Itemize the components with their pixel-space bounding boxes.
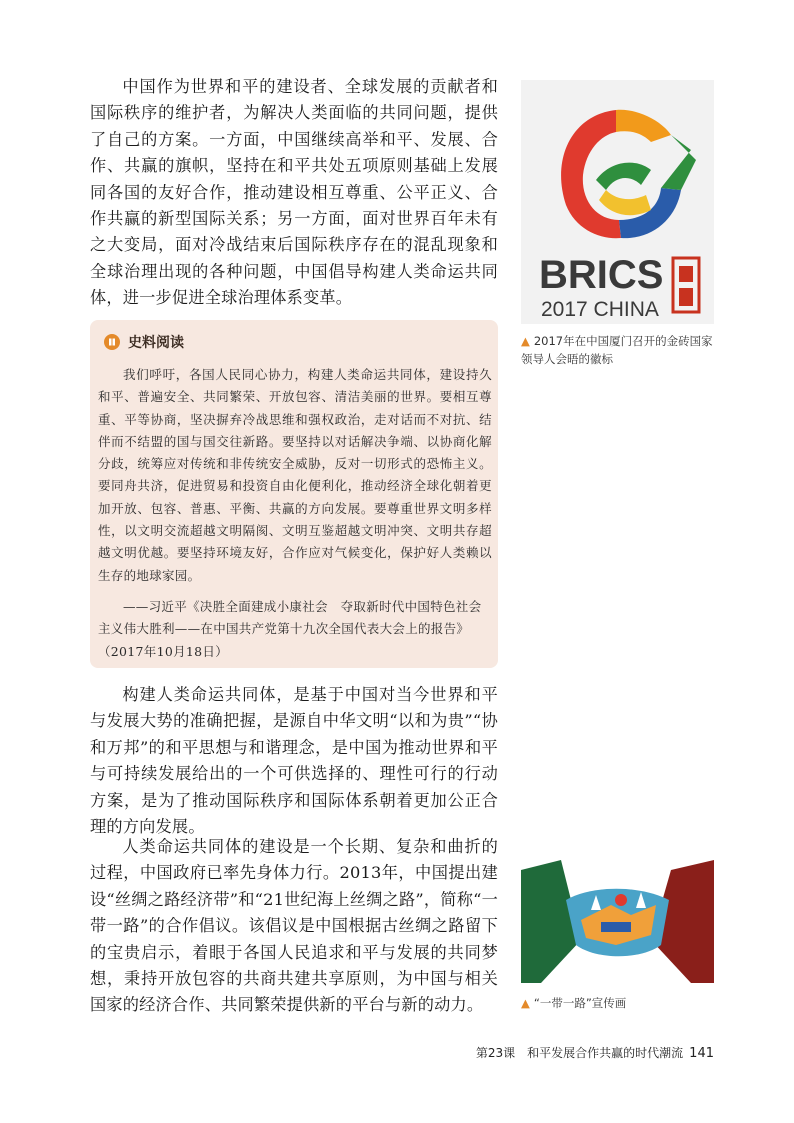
- logo-year-text: 2017 CHINA: [541, 298, 659, 321]
- reading-quote: 我们呼吁，各国人民同心协力，构建人类命运共同体，建设持久和平、普遍安全、共同繁荣、开放包容、清洁美丽的世界。要相互尊重、平等协商，坚决摒弃冷战思维和强权政治，走对话而不对抗、结伴而不结盟的国与国交往新路。要坚持以对话解决争端、以协商化解分歧，统筹应对传统和非传统安全威胁，反对一切形式的恐怖主义。要同舟共济，促进贸易和投资自由化便利化，推动经济全球化朝着更加开放、包容、普惠、平衡、共赢的方向发展。要尊重世界文明多样性，以文明交流超越文明隔阂、文明互鉴超越文明冲突、文明共存超越文明优越。要坚持环境友好，合作应对气候变化，保护好人类赖以生存的地球家园。: [98, 367, 492, 583]
- figure-2-caption-text: “一带一路”宣传画: [533, 996, 627, 1010]
- brics-logo-graphic: [521, 80, 714, 324]
- body-paragraph-1: 中国作为世界和平的建设者、全球发展的贡献者和国际秩序的维护者，为解决人类面临的共同问题，提供了自己的方案。一方面，中国继续高举和平、发展、合作、共赢的旗帜，坚持在和平共处五项原则基础上发展同各国的友好合作，推动建设相互尊重、公平正义、合作共赢的新型国际关系；另一方面，面对世界百年未有之大变局，面对冷战结束后国际秩序存在的混乱现象和全球治理出现的各种问题，中国倡导构建人类命运共同体，进一步促进全球治理体系变革。: [90, 77, 498, 308]
- belt-and-road-poster-image: [521, 860, 714, 983]
- reading-heading: [104, 332, 184, 352]
- triangle-marker-icon: ▲: [521, 996, 530, 1010]
- lesson-title: 第23课 和平发展合作共赢的时代潮流: [475, 1046, 684, 1060]
- figure-1-caption-text: 2017年在中国厦门召开的金砖国家领导人会晤的徽标: [521, 334, 713, 366]
- handshake-poster-graphic: [521, 860, 714, 983]
- brics-logo-image: [521, 80, 714, 324]
- logo-brics-text: BRICS: [539, 253, 664, 297]
- body-paragraph-2: 构建人类命运共同体，是基于中国对当今世界和平与发展大势的准确把握，是源自中华文明“以和为贵”“协和万邦”的和平思想与和谐理念，是中国为推动世界和平与可持续发展给出的一个可供选择的、理性可行的行动方案，是为了推动国际秩序和国际体系朝着更加公正合理的方向发展。: [90, 685, 498, 837]
- body-paragraph-3: 人类命运共同体的建设是一个长期、复杂和曲折的过程，中国政府已率先身体力行。2013年，中国提出建设“丝绸之路经济带”和“21世纪海上丝绸之路”，简称“一带一路”的合作倡议。该倡议是中国根据古丝绸之路留下的宝贵启示，着眼于各国人民追求和平与发展的共同梦想，秉持开放包容的共商共建共享原则，为中国与相关国家的经济合作、共同繁荣提供新的平台与新的动力。: [90, 837, 498, 1015]
- figure-2-caption: [521, 994, 715, 1012]
- reading-source: ——习近平《决胜全面建成小康社会 夺取新时代中国特色社会主义伟大胜利——在中国共产党第十九次全国代表大会上的报告》（2017年10月18日）: [98, 599, 482, 659]
- page-number: 141: [689, 1046, 714, 1061]
- triangle-marker-icon: ▲: [521, 334, 530, 348]
- reading-heading-label: 史料阅读: [128, 335, 184, 351]
- book-icon: [104, 334, 120, 350]
- page-footer: [470, 1044, 714, 1061]
- figure-1-caption: [521, 332, 715, 368]
